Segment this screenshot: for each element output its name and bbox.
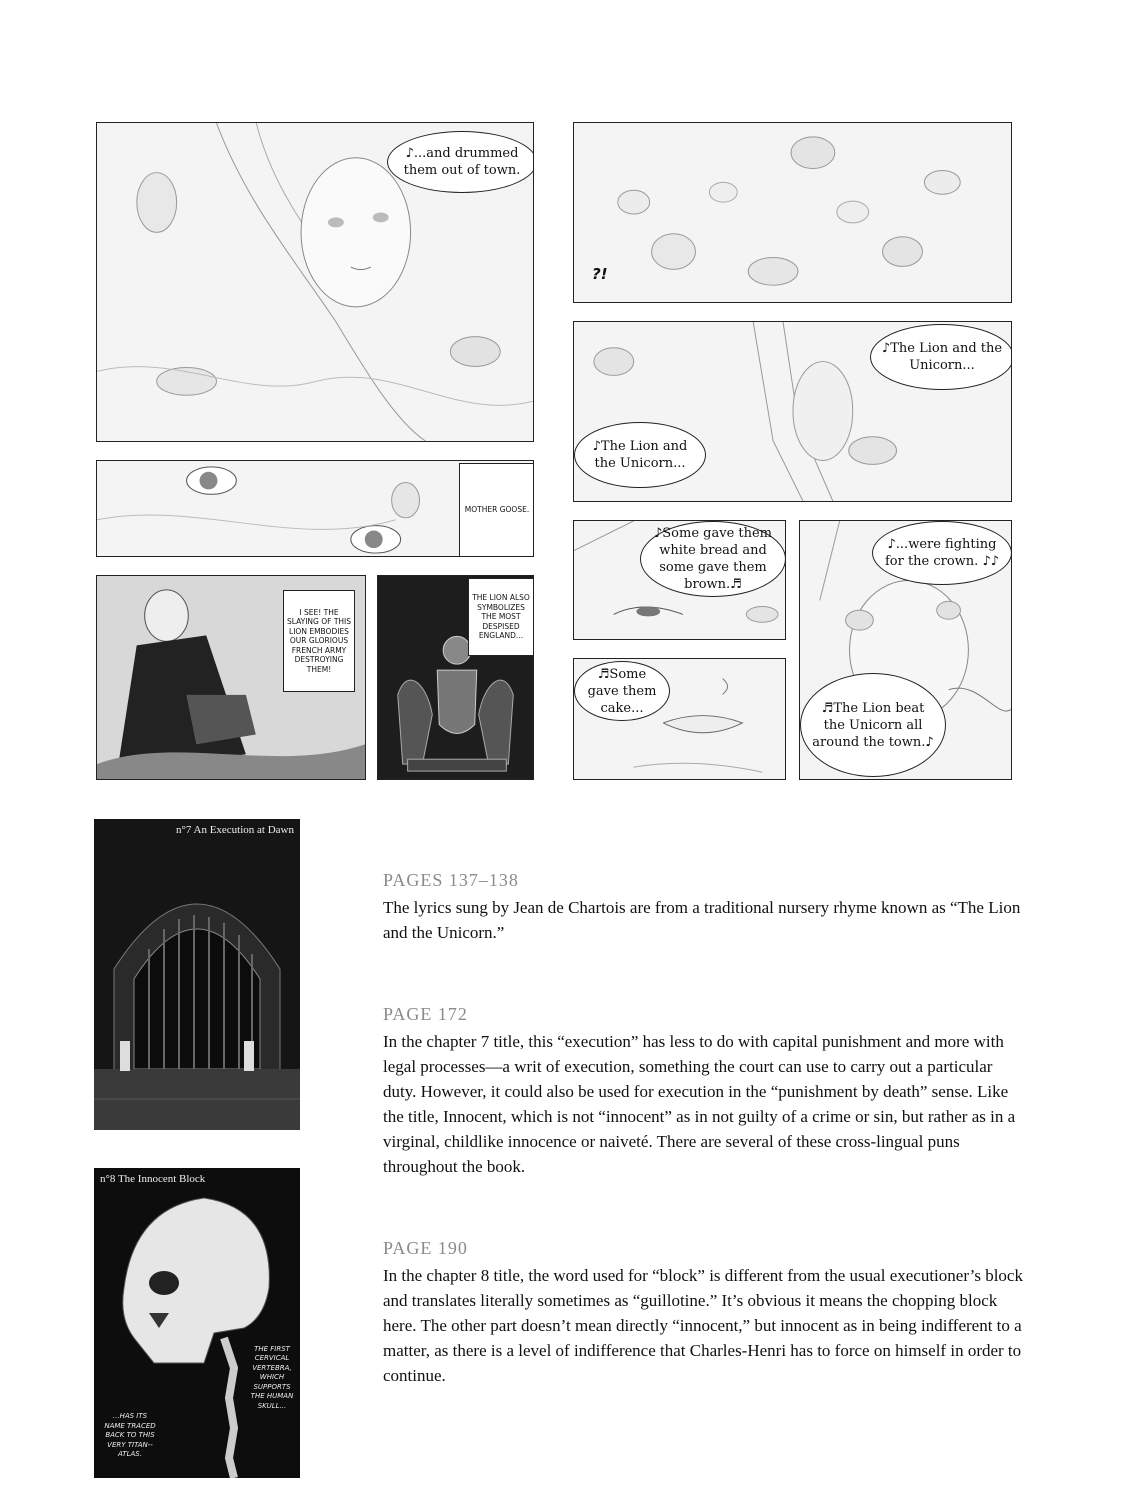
note-body: The lyrics sung by Jean de Chartois are from a traditional nursery rhyme known as “The Lion and the Unicorn.” (383, 898, 1021, 942)
cathedral-art (94, 819, 300, 1130)
panel-2 (573, 122, 1012, 303)
panel-6 (799, 520, 1012, 780)
speech-bubble: ♬Some gave them cake... (574, 661, 670, 721)
panel-3 (573, 321, 1012, 502)
narration-text: ...HAS ITS NAME TRACED BACK TO THIS VERY TITAN-- ATLAS. (104, 1412, 156, 1459)
narration-box: MOTHER GOOSE. (459, 463, 534, 557)
panel-7 (96, 575, 366, 780)
chapter-7-title: n°7 An Execution at Dawn (175, 824, 294, 836)
note-heading: PAGE 172 (383, 1004, 468, 1024)
chapter-7-cover (94, 819, 300, 1130)
speech-bubble: ♪The Lion and the Unicorn... (870, 324, 1012, 390)
speech-bubble: ♬The Lion beat the Unicorn all around the town.♪ (800, 673, 946, 777)
chapter-8-title: n°8 The Innocent Block (100, 1173, 206, 1185)
narration-text: THE FIRST CERVICAL VERTEBRA, WHICH SUPPORTS THE HUMAN SKULL... (250, 1344, 294, 1410)
speech-bubble: ♪Some gave them white bread and some gave them brown.♬ (640, 521, 786, 597)
panel-5 (573, 520, 786, 640)
note-body: In the chapter 8 title, the word used for “block” is different from the usual executioner’s block and translates literally sometimes as “guillotine.” It’s obvious it means the chopping block here. The other part doesn’t mean directly “innocent,” but innocent as in being indifferent to a matter, as there is a level of indifference that Charles-Henri has to force on himself in order to continue. (383, 1266, 1023, 1385)
chapter-8-cover (94, 1168, 300, 1478)
speech-bubble: ♪...were fighting for the crown. ♪♪ (872, 521, 1012, 585)
panel-1 (96, 122, 534, 442)
panel-9 (573, 658, 786, 780)
note-heading: PAGES 137–138 (383, 870, 519, 890)
note-heading: PAGE 190 (383, 1238, 468, 1258)
narration-box: I SEE! THE SLAYING OF THIS LION EMBODIES OUR GLORIOUS FRENCH ARMY DESTROYING THEM! (283, 590, 355, 692)
panel-8 (377, 575, 534, 780)
panel-2-art (574, 123, 1011, 302)
panel-4 (96, 460, 534, 557)
sound-effect: ?! (592, 265, 608, 283)
note-body: In the chapter 7 title, this “execution” has less to do with capital punishment and more with legal processes—a writ of execution, something the court can use to carry out a particular duty. However, it could also be used for execution in the “punishment by death” sense. Like the title, Innocent, which is not “innocent” as in not guilty of a crime or sin, but rather as in a virginal, childlike innocence or naiveté. There are several of these cross-lingual puns throughout the book. (383, 1032, 1016, 1176)
narration-box: THE LION ALSO SYMBOLIZES THE MOST DESPISED ENGLAND... (468, 578, 534, 656)
speech-bubble: ♪...and drummed them out of town. (387, 131, 534, 193)
speech-bubble: ♪The Lion and the Unicorn... (574, 422, 706, 488)
